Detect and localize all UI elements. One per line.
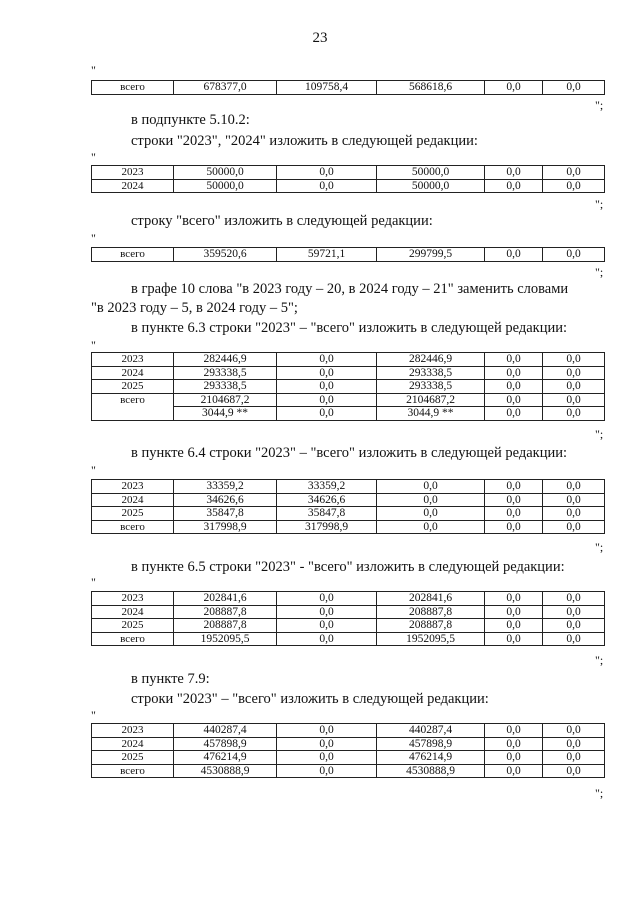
value-cell: 457898,9 [174, 737, 277, 751]
value-cell: 0,0 [485, 380, 543, 394]
value-cell: 0,0 [485, 632, 543, 646]
table-row [92, 248, 605, 262]
value-cell: 0,0 [543, 605, 605, 619]
table-row [92, 179, 605, 193]
table-row [92, 166, 605, 180]
paragraph-subitem-5-10-2: в подпункте 5.10.2: [131, 112, 250, 128]
table-row [92, 751, 605, 765]
value-cell: 0,0 [485, 366, 543, 380]
value-cell: 0,0 [543, 380, 605, 394]
value-cell: 0,0 [485, 507, 543, 521]
table-row [92, 407, 605, 421]
value-cell: 0,0 [543, 592, 605, 606]
value-cell: 293338,5 [377, 366, 485, 380]
value-cell: 0,0 [485, 764, 543, 778]
paragraph-rows-2023-total: строки "2023" – "всего" изложить в следующей редакции: [131, 691, 489, 707]
value-cell: 0,0 [543, 751, 605, 765]
value-cell: 50000,0 [377, 179, 485, 193]
value-cell: 0,0 [485, 393, 543, 407]
value-cell: 202841,6 [174, 592, 277, 606]
opening-quote: " [91, 575, 96, 589]
table-row [92, 507, 605, 521]
table-row [92, 619, 605, 633]
value-cell: 317998,9 [277, 520, 377, 534]
row-label-cell: 2025 [92, 751, 174, 765]
value-cell: 34626,6 [277, 493, 377, 507]
value-cell: 0,0 [485, 751, 543, 765]
value-cell: 0,0 [485, 353, 543, 367]
value-cell: 4530888,9 [377, 764, 485, 778]
value-cell: 2104687,2 [377, 393, 485, 407]
table-row [92, 353, 605, 367]
value-cell: 0,0 [277, 393, 377, 407]
value-cell: 0,0 [277, 724, 377, 738]
value-cell: 4530888,9 [174, 764, 277, 778]
value-cell: 440287,4 [174, 724, 277, 738]
table-row [92, 592, 605, 606]
value-cell: 299799,5 [377, 248, 485, 262]
row-label-cell: 2023 [92, 592, 174, 606]
paragraph-item-6-4: в пункте 6.4 строки "2023" – "всего" изложить в следующей редакции: [131, 445, 568, 461]
value-cell: 0,0 [485, 179, 543, 193]
value-cell: 0,0 [277, 619, 377, 633]
value-cell: 282446,9 [377, 353, 485, 367]
value-cell: 0,0 [377, 493, 485, 507]
paragraph-row-total: строку "всего" изложить в следующей редакции: [131, 213, 433, 229]
value-cell: 35847,8 [174, 507, 277, 521]
value-cell: 0,0 [543, 179, 605, 193]
closing-quote: "; [595, 540, 604, 554]
value-cell: 0,0 [485, 605, 543, 619]
row-label-cell: всего [92, 632, 174, 646]
opening-quote: " [91, 338, 96, 352]
value-cell: 0,0 [543, 632, 605, 646]
value-cell: 476214,9 [174, 751, 277, 765]
value-cell: 0,0 [543, 493, 605, 507]
value-cell: 0,0 [543, 407, 605, 421]
value-cell: 0,0 [277, 605, 377, 619]
value-cell: 0,0 [543, 353, 605, 367]
value-cell: 0,0 [277, 366, 377, 380]
value-cell: 0,0 [377, 507, 485, 521]
page-number: 23 [312, 30, 328, 46]
value-cell: 208887,8 [377, 605, 485, 619]
value-cell: 0,0 [377, 520, 485, 534]
value-cell: 208887,8 [174, 605, 277, 619]
row-label-cell: всего [92, 520, 174, 534]
value-cell: 282446,9 [174, 353, 277, 367]
table-row [92, 520, 605, 534]
value-cell: 50000,0 [174, 166, 277, 180]
closing-quote: "; [595, 786, 604, 800]
paragraph-rows-2023-2024: строки "2023", "2024" изложить в следующей редакции: [131, 133, 478, 149]
row-label-cell: 2024 [92, 605, 174, 619]
value-cell: 35847,8 [277, 507, 377, 521]
table-row [92, 81, 605, 95]
value-cell: 0,0 [543, 480, 605, 494]
paragraph-item-6-3: в пункте 6.3 строки "2023" – "всего" изложить в следующей редакции: [131, 320, 568, 336]
table-total-row [91, 80, 605, 95]
row-label-cell: 2025 [92, 380, 174, 394]
opening-quote: " [91, 63, 96, 77]
table-row [92, 632, 605, 646]
row-label-cell: 2024 [92, 737, 174, 751]
value-cell: 0,0 [543, 248, 605, 262]
value-cell: 0,0 [543, 393, 605, 407]
row-label-cell: 2025 [92, 507, 174, 521]
value-cell: 0,0 [277, 353, 377, 367]
value-cell: 208887,8 [377, 619, 485, 633]
value-cell: 293338,5 [174, 366, 277, 380]
value-cell: 0,0 [485, 166, 543, 180]
value-cell: 293338,5 [377, 380, 485, 394]
closing-quote: "; [595, 98, 604, 112]
value-cell: 0,0 [485, 737, 543, 751]
value-cell: 0,0 [277, 632, 377, 646]
value-cell: 0,0 [277, 737, 377, 751]
value-cell: 202841,6 [377, 592, 485, 606]
paragraph-column-10-line-2: "в 2023 году – 5, в 2024 году – 5"; [91, 300, 298, 316]
value-cell: 0,0 [277, 764, 377, 778]
table-row [92, 366, 605, 380]
row-label-cell: всего [92, 81, 174, 95]
value-cell: 0,0 [377, 480, 485, 494]
value-cell: 0,0 [543, 619, 605, 633]
value-cell: 0,0 [277, 751, 377, 765]
value-cell: 317998,9 [174, 520, 277, 534]
paragraph-item-6-5: в пункте 6.5 строки "2023" - "всего" изложить в следующей редакции: [131, 559, 565, 575]
table-row [92, 724, 605, 738]
value-cell: 0,0 [485, 724, 543, 738]
row-label-cell: 2024 [92, 366, 174, 380]
value-cell: 440287,4 [377, 724, 485, 738]
table-item-7-9 [91, 723, 605, 778]
paragraph-column-10-line-1: в графе 10 слова "в 2023 году – 20, в 2024 году – 21" заменить словами [131, 281, 569, 297]
value-cell: 0,0 [485, 407, 543, 421]
value-cell: 0,0 [485, 619, 543, 633]
value-cell: 0,0 [485, 480, 543, 494]
value-cell: 1952095,5 [174, 632, 277, 646]
table-rows-2023-2024 [91, 165, 605, 193]
table-row [92, 764, 605, 778]
table-row [92, 380, 605, 394]
value-cell: 0,0 [485, 493, 543, 507]
value-cell: 476214,9 [377, 751, 485, 765]
table-row [92, 393, 605, 407]
table-item-6-5 [91, 591, 605, 646]
closing-quote: "; [595, 265, 604, 279]
table-row [92, 605, 605, 619]
value-cell: 0,0 [543, 81, 605, 95]
table-row [92, 737, 605, 751]
value-cell: 0,0 [543, 764, 605, 778]
value-cell: 359520,6 [174, 248, 277, 262]
row-label-cell: всего [92, 248, 174, 262]
closing-quote: "; [595, 653, 604, 667]
row-label-cell: всего [92, 764, 174, 778]
value-cell: 457898,9 [377, 737, 485, 751]
value-cell: 0,0 [485, 81, 543, 95]
value-cell: 0,0 [277, 179, 377, 193]
opening-quote: " [91, 231, 96, 245]
value-cell: 0,0 [543, 166, 605, 180]
value-cell: 2104687,2 [174, 393, 277, 407]
row-label-cell: 2025 [92, 619, 174, 633]
value-cell: 50000,0 [377, 166, 485, 180]
value-cell: 109758,4 [277, 81, 377, 95]
value-cell: 0,0 [543, 507, 605, 521]
value-cell: 1952095,5 [377, 632, 485, 646]
table-row [92, 493, 605, 507]
value-cell: 0,0 [277, 380, 377, 394]
row-label-cell: всего [92, 393, 174, 407]
table-total-row [91, 247, 605, 262]
table-row [92, 480, 605, 494]
opening-quote: " [91, 150, 96, 164]
value-cell: 59721,1 [277, 248, 377, 262]
value-cell: 0,0 [543, 520, 605, 534]
value-cell: 3044,9 ** [174, 407, 277, 421]
row-label-cell: 2023 [92, 166, 174, 180]
value-cell: 0,0 [543, 737, 605, 751]
opening-quote: " [91, 708, 96, 722]
row-label-cell: 2024 [92, 493, 174, 507]
value-cell: 0,0 [277, 592, 377, 606]
value-cell: 208887,8 [174, 619, 277, 633]
table-item-6-4 [91, 479, 605, 534]
row-label-cell: 2023 [92, 724, 174, 738]
value-cell: 293338,5 [174, 380, 277, 394]
value-cell: 0,0 [485, 248, 543, 262]
closing-quote: "; [595, 427, 604, 441]
value-cell: 0,0 [277, 407, 377, 421]
row-label-cell: 2024 [92, 179, 174, 193]
table-item-6-3 [91, 352, 605, 421]
value-cell: 0,0 [277, 166, 377, 180]
value-cell: 3044,9 ** [377, 407, 485, 421]
row-label-cell: 2023 [92, 353, 174, 367]
paragraph-item-7-9: в пункте 7.9: [131, 671, 210, 687]
opening-quote: " [91, 463, 96, 477]
value-cell: 34626,6 [174, 493, 277, 507]
value-cell: 0,0 [485, 520, 543, 534]
value-cell: 33359,2 [174, 480, 277, 494]
value-cell: 678377,0 [174, 81, 277, 95]
value-cell: 0,0 [485, 592, 543, 606]
closing-quote: "; [595, 197, 604, 211]
value-cell: 33359,2 [277, 480, 377, 494]
value-cell: 0,0 [543, 366, 605, 380]
row-label-cell [92, 407, 174, 421]
value-cell: 568618,6 [377, 81, 485, 95]
row-label-cell: 2023 [92, 480, 174, 494]
value-cell: 50000,0 [174, 179, 277, 193]
value-cell: 0,0 [543, 724, 605, 738]
